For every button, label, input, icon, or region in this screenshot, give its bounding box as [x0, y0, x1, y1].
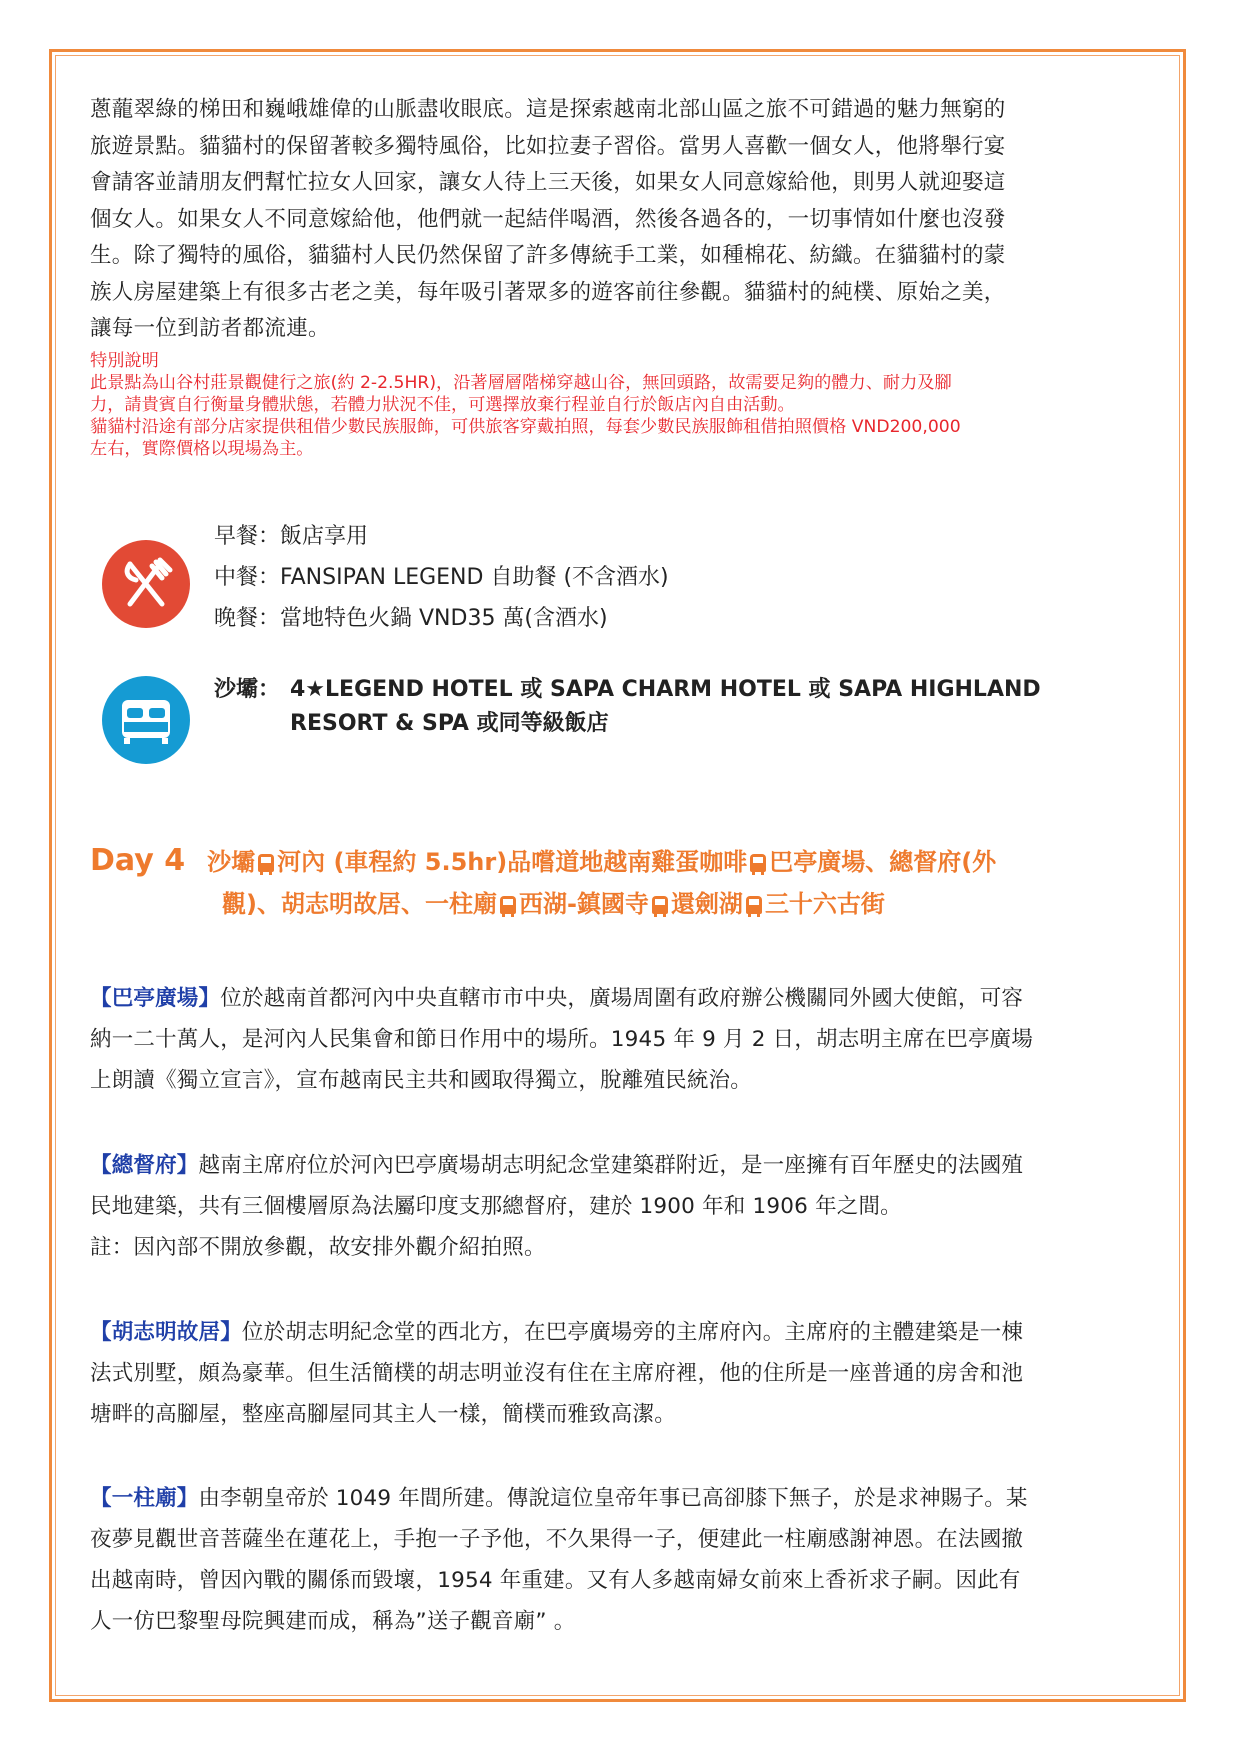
hotel-line-1: 4★LEGEND HOTEL 或 SAPA CHARM HOTEL 或 SAPA HIGHLAND	[290, 677, 1041, 702]
intro-line: 族人房屋建築上有很多古老之美，每年吸引著眾多的遊客前往參觀。貓貓村的純樸、原始之美，	[90, 279, 1006, 305]
bus-icon	[500, 896, 516, 914]
section-line: 法式別墅，頗為豪華。但生活簡樸的胡志明並沒有住在主席府裡，他的住所是一座普通的房舍和池	[90, 1361, 1024, 1386]
intro-line: 旅遊景點。貓貓村的保留著較多獨特風俗，比如拉妻子習俗。當男人喜歡一個女人，他將舉行宴	[90, 133, 1006, 159]
special-note-line: 左右，實際價格以現場為主。	[90, 438, 314, 459]
bed-icon	[102, 676, 190, 764]
bus-icon	[258, 854, 274, 872]
section-head: 【一柱廟】	[90, 1486, 199, 1511]
intro-paragraph	[90, 92, 1150, 348]
intro-line: 讓每一位到訪者都流連。	[90, 316, 330, 341]
section-one-pillar-pagoda	[90, 1478, 1152, 1642]
section-head: 【巴亭廣場】	[90, 986, 221, 1011]
section-line: 註：因內部不開放參觀，故安排外觀介紹拍照。	[90, 1235, 546, 1260]
hotel-label: 沙壩：	[214, 677, 281, 702]
route-stop: 還劍湖	[670, 890, 743, 918]
route-stop: 河內 (車程約 5.5hr)品嚐道地越南雞蛋咖啡	[277, 848, 748, 876]
meal-list	[214, 516, 914, 639]
route-stop: 西湖-鎮國寺	[518, 890, 649, 918]
section-line: 由李朝皇帝於 1049 年間所建。傳說這位皇帝年事已高卻膝下無子，於是求神賜子。某	[198, 1486, 1028, 1511]
bus-icon	[746, 896, 762, 914]
breakfast-text: 早餐：飯店享用	[214, 524, 369, 549]
section-governor-palace	[90, 1145, 1152, 1268]
bus-icon	[652, 896, 668, 914]
day-heading	[90, 840, 1150, 925]
route-stop: 巴亭廣場、總督府(外	[769, 848, 997, 876]
bus-icon	[750, 854, 766, 872]
special-note-line: 此景點為山谷村莊景觀健行之旅(約 2-2.5HR)，沿著層層階梯穿越山谷，無回頭路，故需要足夠的體力、耐力及腳	[90, 372, 952, 393]
route-stop: 沙壩	[207, 848, 256, 876]
hotel-line-2: RESORT & SPA 或同等級飯店	[290, 711, 609, 736]
lunch-text: 中餐：FANSIPAN LEGEND 自助餐 (不含酒水)	[214, 565, 669, 590]
section-line: 上朗讀《獨立宣言》，宣布越南民主共和國取得獨立，脫離殖民統治。	[90, 1068, 752, 1093]
route-stop: 觀)、胡志明故居、一柱廟	[222, 890, 497, 918]
section-line: 越南主席府位於河內巴亭廣場胡志明紀念堂建築群附近，是一座擁有百年歷史的法國殖	[198, 1153, 1024, 1178]
special-note-line: 貓貓村沿途有部分店家提供租借少數民族服飾，可供旅客穿戴拍照，每套少數民族服飾租借拍照價格 VND200,000	[90, 416, 961, 437]
intro-line: 會請客並請朋友們幫忙拉女人回家，讓女人待上三天後，如果女人同意嫁給他，則男人就迎娶這	[90, 170, 1006, 195]
intro-line: 蔥蘢翠綠的梯田和巍峨雄偉的山脈盡收眼底。這是探索越南北部山區之旅不可錯過的魅力無窮的	[90, 97, 1006, 122]
section-line: 納一二十萬人，是河內人民集會和節日作用中的場所。1945 年 9 月 2 日，胡志明主席在巴亭廣場	[90, 1027, 1034, 1052]
section-head: 【總督府】	[90, 1153, 199, 1178]
special-notes	[90, 350, 1150, 460]
hotel-info	[214, 673, 1094, 741]
section-line: 位於越南首都河內中央直轄市市中央，廣場周圍有政府辦公機關同外國大使館，可容	[220, 986, 1024, 1011]
section-line: 民地建築，共有三個樓層原為法屬印度支那總督府，建於 1900 年和 1906 年之間。	[90, 1194, 902, 1219]
intro-block	[90, 92, 1150, 460]
section-ho-chi-minh-house	[90, 1312, 1152, 1435]
section-line: 塘畔的高腳屋，整座高腳屋同其主人一樣，簡樸而雅致高潔。	[90, 1402, 676, 1427]
fork-knife-icon	[102, 540, 190, 628]
section-ba-dinh-square	[90, 978, 1152, 1101]
dinner-text: 晚餐：當地特色火鍋 VND35 萬(含酒水)	[214, 606, 608, 631]
special-notes-title: 特別說明	[90, 350, 159, 371]
section-head: 【胡志明故居】	[90, 1320, 242, 1345]
section-line: 位於胡志明紀念堂的西北方，在巴亭廣場旁的主席府內。主席府的主體建築是一棟	[241, 1320, 1024, 1345]
day-label: Day 4	[90, 843, 186, 878]
special-note-line: 力，請貴賓自行衡量身體狀態，若體力狀況不佳，可選擇放棄行程並自行於飯店內自由活動。	[90, 394, 795, 415]
section-line: 出越南時，曾因內戰的關係而毀壞，1954 年重建。又有人多越南婦女前來上香祈求子嗣。因此有	[90, 1568, 1021, 1593]
section-line: 夜夢見觀世音菩薩坐在蓮花上，手抱一子予他，不久果得一子，便建此一柱廟感謝神恩。在法國撤	[90, 1527, 1024, 1552]
route-stop: 三十六古街	[764, 890, 885, 918]
intro-line: 生。除了獨特的風俗，貓貓村人民仍然保留了許多傳統手工業，如種棉花、紡織。在貓貓村的蒙	[90, 243, 1006, 268]
section-line: 人一仿巴黎聖母院興建而成，稱為”送子觀音廟” 。	[90, 1609, 576, 1634]
intro-line: 個女人。如果女人不同意嫁給他，他們就一起結伴喝酒，然後各過各的，一切事情如什麼也沒發	[90, 206, 1006, 232]
